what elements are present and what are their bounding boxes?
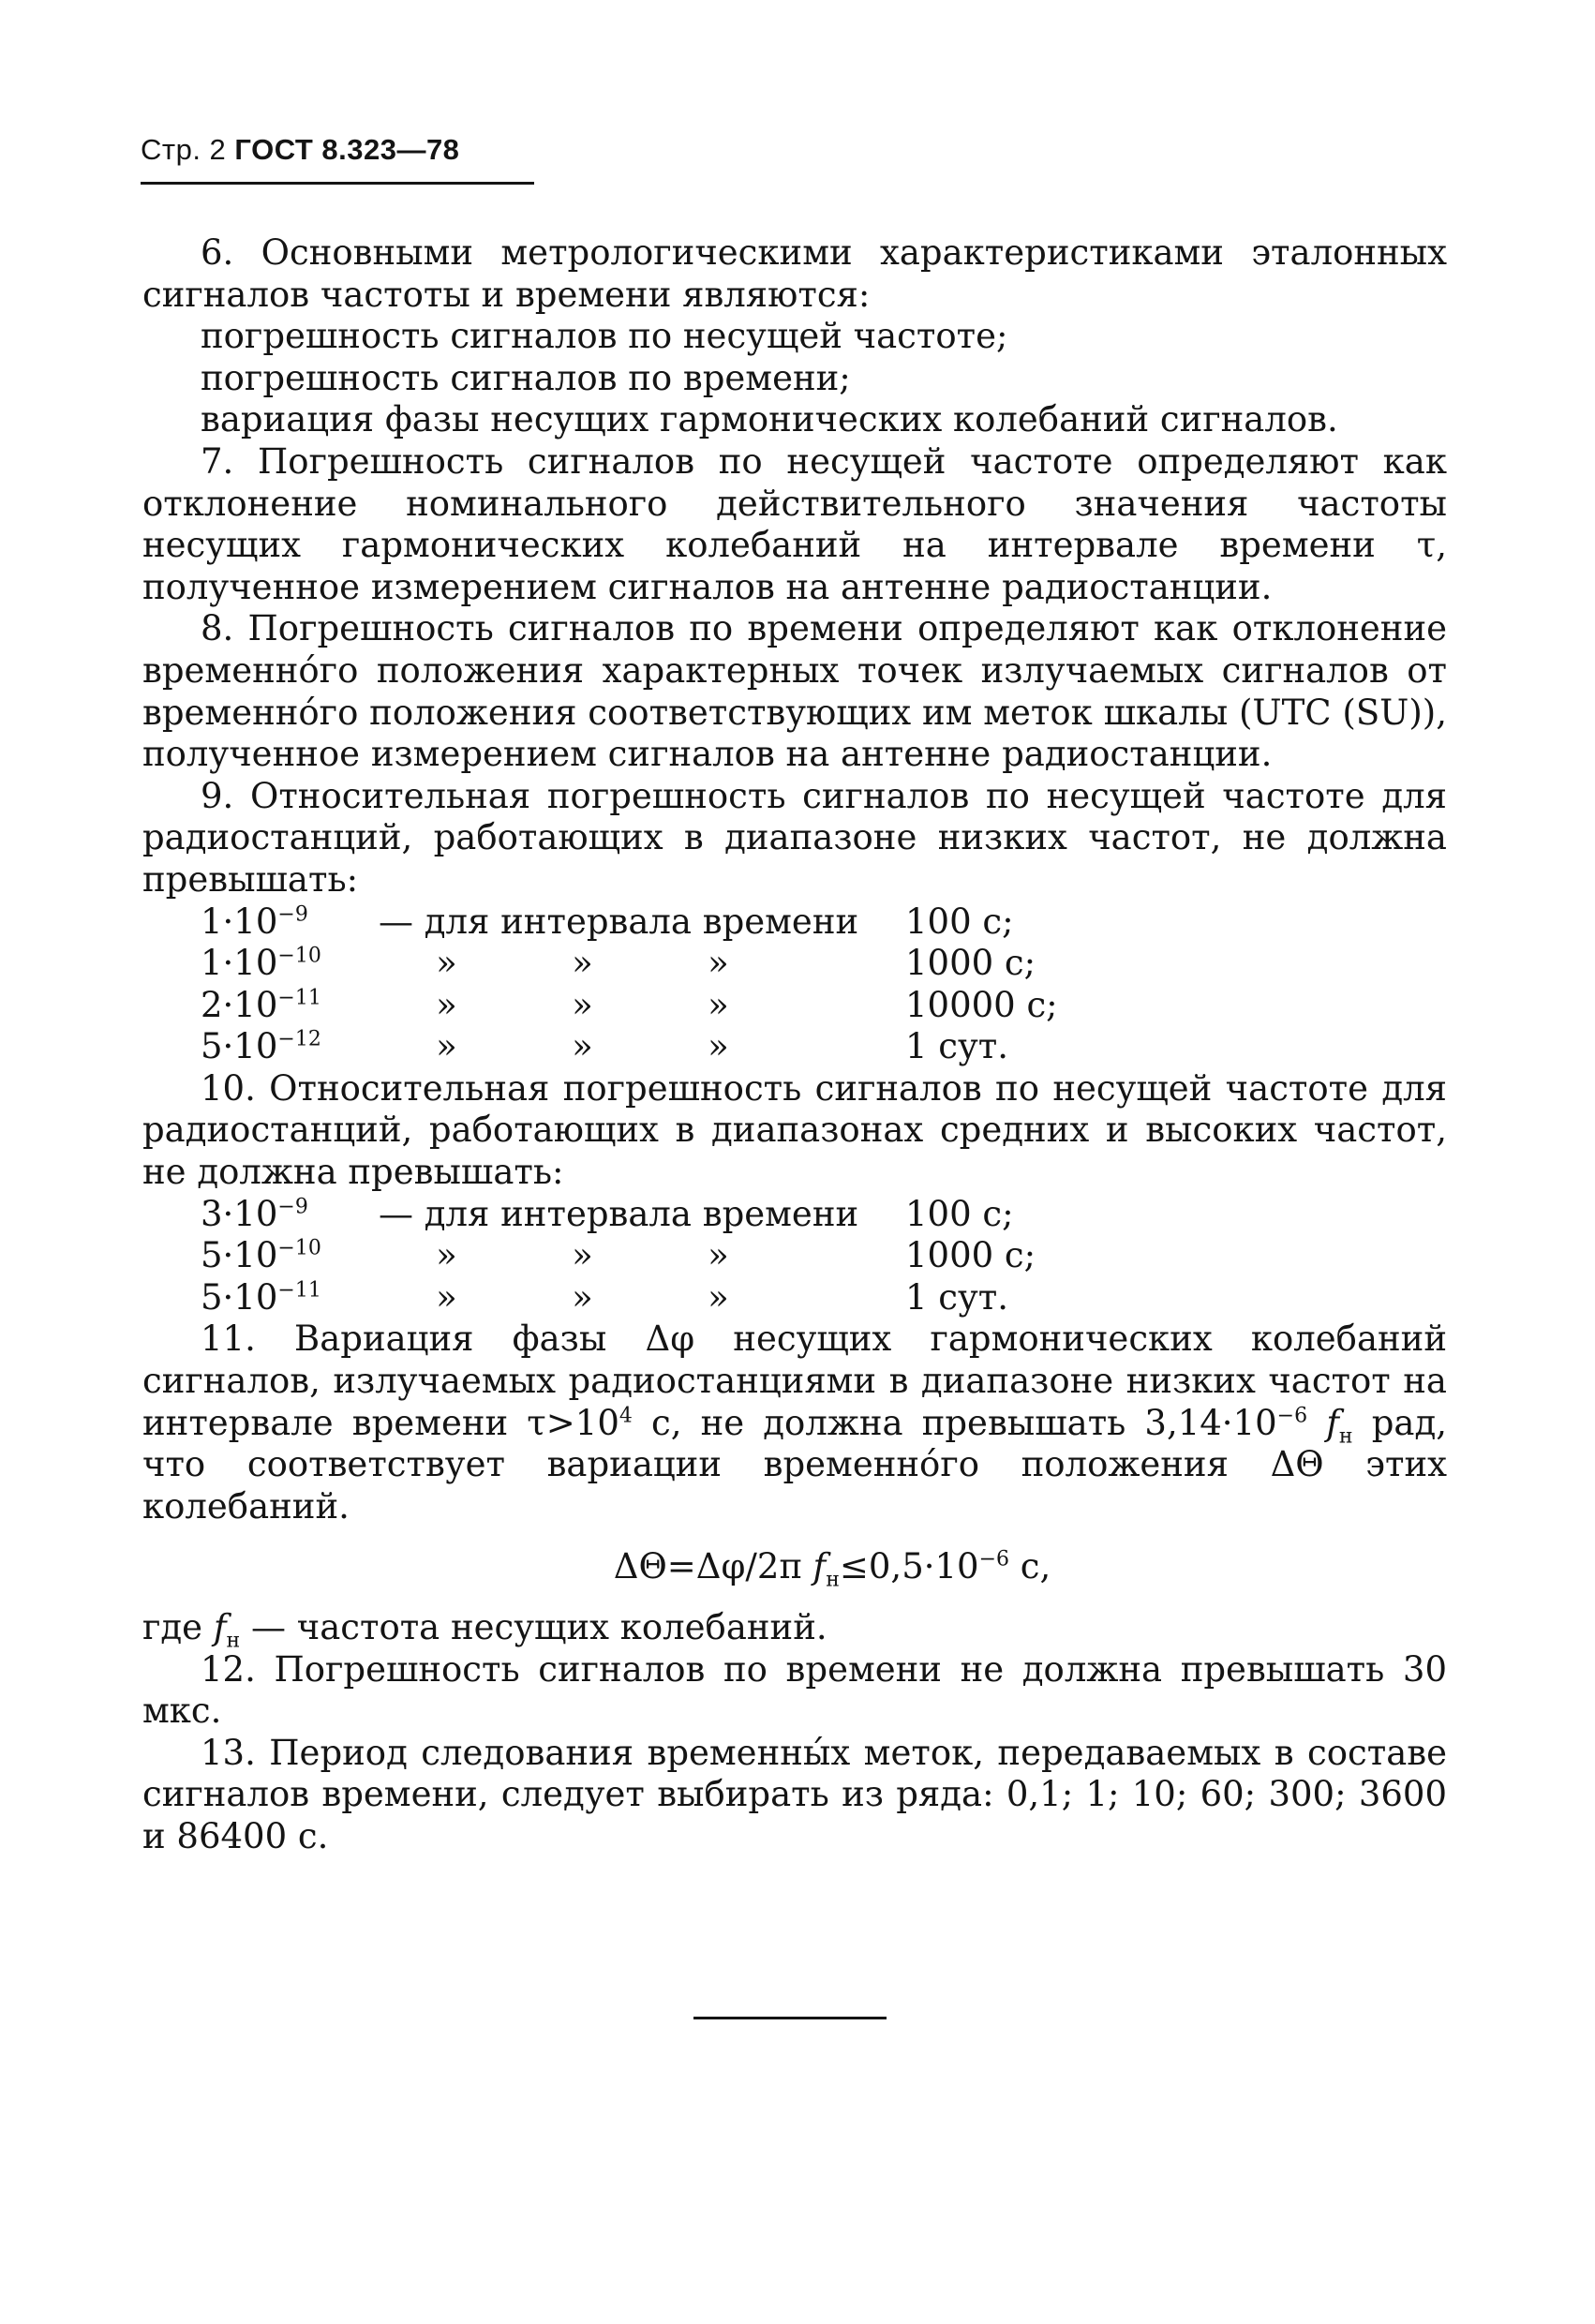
- ditto-mark: »: [708, 943, 729, 984]
- formula: [142, 1546, 1447, 1592]
- ditto-mark: »: [436, 1276, 457, 1318]
- interval-value: 10000 с;: [905, 984, 1058, 1025]
- coef-mantissa: 2·10: [201, 984, 278, 1025]
- interval-value: 1000 с;: [905, 943, 1036, 984]
- formula-tail: с,: [1009, 1546, 1051, 1587]
- interval-value: 1 сут.: [905, 1276, 1009, 1318]
- legend-text: — частота несущих колебаний.: [240, 1607, 827, 1647]
- formula-legend: [142, 1607, 1447, 1653]
- coef-mantissa: 1·10: [201, 943, 278, 984]
- interval-value: 100 с;: [905, 1193, 1014, 1234]
- ditto-mark: »: [572, 943, 593, 984]
- table-row: [201, 1277, 1447, 1319]
- item-12: 12. Погрешность сигналов по времени не должна превышать 30 мкс.: [142, 1648, 1447, 1732]
- body-text: [142, 232, 1447, 1858]
- item-11-var: f: [1326, 1402, 1339, 1443]
- item-6-list-3: вариация фазы несущих гармонических колебаний сигналов.: [201, 399, 1338, 440]
- interval-value: 1000 с;: [905, 1235, 1036, 1276]
- legend-sub: н: [226, 1629, 241, 1653]
- coef-exponent: −9: [277, 902, 308, 927]
- ditto-mark: »: [572, 1235, 593, 1276]
- coef-mantissa: 5·10: [201, 1235, 278, 1276]
- ditto-mark: »: [436, 1235, 457, 1276]
- coef-mantissa: 1·10: [201, 901, 278, 942]
- legend-var: f: [213, 1607, 227, 1647]
- table-row: [201, 901, 1447, 944]
- item-13: 13. Период следования временны́х меток, передаваемых в составе сигналов времени, следует выбирать из ряда: 0,1; 1; 10; 60; 300; 3600 и 86400 с.: [142, 1732, 1447, 1856]
- item-10-table: [142, 1194, 1447, 1319]
- item-11-sub: н: [1338, 1424, 1353, 1449]
- item-9-table: [142, 901, 1447, 1068]
- ditto-mark: »: [708, 1235, 729, 1276]
- item-6: 6. Основными метрологическими характеристиками эталонных сигналов частоты и времени являются:: [142, 232, 1447, 315]
- item-6-list-1: погрешность сигналов по несущей частоте;: [201, 316, 1008, 357]
- coef-mantissa: 3·10: [201, 1193, 278, 1234]
- header-rule: [141, 182, 534, 185]
- ditto-mark: »: [708, 984, 729, 1025]
- item-11-exp-a: 4: [619, 1404, 633, 1428]
- interval-value: 1 сут.: [905, 1026, 1009, 1067]
- item-11: [142, 1318, 1447, 1527]
- coef-exponent: −11: [277, 1278, 321, 1303]
- coef-exponent: −10: [277, 944, 321, 968]
- ditto-mark: »: [572, 1026, 593, 1067]
- table-row: [201, 1194, 1447, 1236]
- formula-var: f: [812, 1546, 827, 1587]
- table-row: [201, 943, 1447, 985]
- coef-mantissa: 5·10: [201, 1026, 278, 1067]
- legend-pre: где: [142, 1607, 214, 1647]
- item-11-part-a: 11. Вариация фазы Δφ несущих гармонических колебаний сигналов, излучаемых радиостанциями в диапазоне низких частот на интервале времени τ>10: [142, 1318, 1447, 1443]
- end-rule: [693, 2017, 887, 2019]
- page-header: [141, 133, 459, 167]
- ditto-mark: »: [708, 1026, 729, 1067]
- item-8: 8. Погрешность сигналов по времени определяют как отклонение временно́го положения характерных точек излучаемых сигналов от временно́го положения соответствующих им меток шкалы (UTC (SU)), полученное измерением сигналов на антенне радиостанции.: [142, 608, 1447, 775]
- formula-sub: н: [826, 1568, 840, 1592]
- ditto-mark: »: [708, 1276, 729, 1318]
- page-label: Стр. 2: [141, 133, 227, 166]
- item-11-part-d: рад, что соответствует вариации временно́го положения ΔΘ этих колебаний.: [142, 1402, 1447, 1527]
- ditto-mark: »: [572, 1276, 593, 1318]
- interval-label: — для интервала времени: [379, 901, 859, 942]
- formula-exp: −6: [978, 1548, 1010, 1572]
- interval-label: — для интервала времени: [379, 1193, 859, 1234]
- table-row: [201, 1235, 1447, 1277]
- ditto-mark: »: [436, 943, 457, 984]
- coef-exponent: −12: [277, 1027, 321, 1051]
- doc-code: ГОСТ 8.323—78: [234, 133, 460, 166]
- item-9: 9. Относительная погрешность сигналов по несущей частоте для радиостанций, работающих в диапазоне низких частот, не должна превышать:: [142, 775, 1447, 900]
- item-11-exp-b: −6: [1276, 1404, 1308, 1428]
- coef-mantissa: 5·10: [201, 1276, 278, 1318]
- item-6-list-2: погрешность сигналов по времени;: [201, 357, 851, 398]
- item-7: 7. Погрешность сигналов по несущей частоте определяют как отклонение номинального действительного значения частоты несущих гармонических колебаний на интервале времени τ, полученное измерением сигналов на антенне радиостанции.: [142, 440, 1447, 607]
- formula-right: ≤0,5·10: [839, 1546, 979, 1587]
- table-row: [201, 1026, 1447, 1068]
- table-row: [201, 985, 1447, 1027]
- ditto-mark: »: [436, 1026, 457, 1067]
- ditto-mark: »: [436, 984, 457, 1025]
- ditto-mark: »: [572, 984, 593, 1025]
- item-10: 10. Относительная погрешность сигналов по несущей частоте для радиостанций, работающих в диапазонах средних и высоких частот, не должна превышать:: [142, 1067, 1447, 1193]
- interval-value: 100 с;: [905, 901, 1014, 942]
- coef-exponent: −9: [277, 1195, 308, 1219]
- formula-left: ΔΘ=Δφ/2π: [613, 1546, 813, 1587]
- coef-exponent: −11: [277, 986, 321, 1010]
- item-11-part-b: с, не должна превышать 3,14·10: [632, 1402, 1277, 1443]
- coef-exponent: −10: [277, 1236, 321, 1260]
